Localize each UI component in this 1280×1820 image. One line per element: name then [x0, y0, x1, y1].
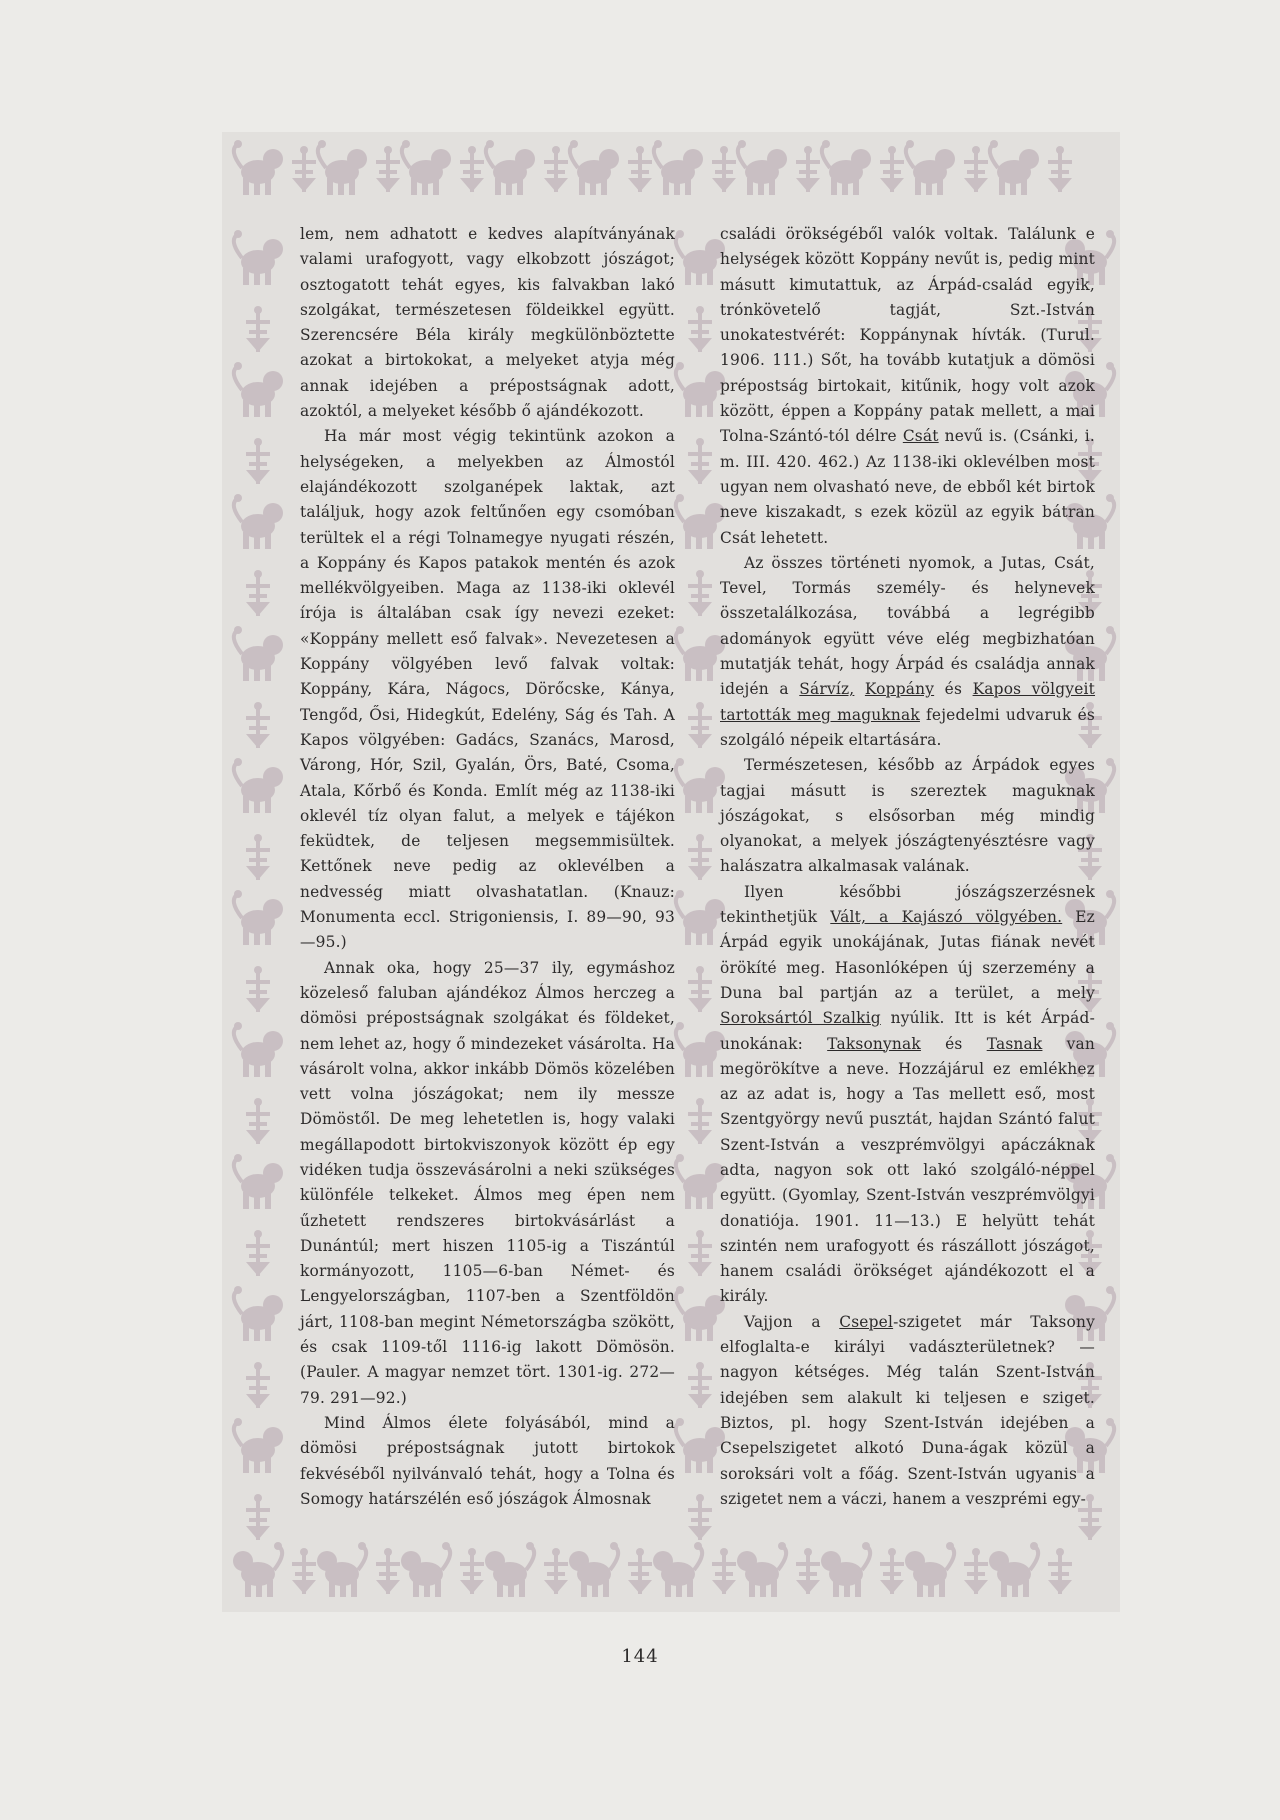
tree-emblem-icon — [964, 1548, 988, 1594]
tree-emblem-icon — [246, 438, 270, 484]
left-paragraph-2: Ha már most végig tekintünk azokon a helységeken, a melyekben az Álmostól elajándékozott szolganépek laktak, azt találjuk, hogy azok feltűnően egy csomóban terültek el a régi Tolnamegye nyugati részén, a Koppány és Kapos patakok mentén és azok mellékvölgyeiben. Maga az 1138-iki oklevél írója is általában csak így nevezi ezeket: «Koppány mellett eső falvak». Nevezetesen a Koppány völgyében levő falvak voltak: Koppány, Kára, Nágocs, Dörőcske, Kánya, Tengőd, Ősi, Hidegkút, Edelény, Ság és Tah. A Kapos völgyében: Gadács, Szanács, Marosd, Várong, Hór, Szil, Gyalán, Örs, Baté, Csoma, Atala, Kőrbő és Konda. Említ még az 1138-iki oklevél tíz olyan falut, a melyek e tájékon feküdtek, de teljesen megsemmisültek. Kettőnek neve pedig az oklevélben a nedvesség miatt olvashatatlan. (Knauz: Monumenta eccl. Strigoniensis, I. 89—90, 93—95.) — [300, 427, 675, 952]
tree-emblem-icon — [246, 834, 270, 880]
tree-emblem-icon — [246, 966, 270, 1012]
lion-icon — [402, 140, 451, 195]
right-paragraph-4: Ilyen későbbi jószágszerzésnek tekinthetjük Vált, a Kajászó völgyében. Ez Árpád egyik unokájának, Jutas fiának nevét örökíté meg. Hasonlóképen új szerzemény a Duna bal partján az a terület, a mely Soroksártól Szalkig nyúlik. Itt is két Árpád-unokának: Taksonynak és Tasnak van megörökítve a neve. Hozzájárul ez emlékhez az az adat is, hogy a Tas mellett eső, most Szentgyörgy nevű pusztát, hajdan Szántó falut Szent-István a veszprémvölgyi apáczáknak adta, nagyon sok ott lakó szolgáló-néppel együtt. (Gyomlay, Szent-István veszprémvölgyi donatiója. 1901. 11—13.) E helyütt tehát szintén nem urafogyott és rászállott jószágot, hanem családi örökséget ajándékozott el a király. — [720, 882, 1096, 1306]
underlined-place-name: Soroksártól Szalkig — [720, 1009, 881, 1028]
tree-emblem-icon — [246, 1494, 270, 1540]
underlined-name: Taksonynak — [827, 1034, 921, 1053]
lion-icon — [318, 140, 367, 195]
lion-icon — [234, 626, 283, 681]
underlined-phrase: Kapos völgyeit tartották meg maguknak — [720, 680, 1096, 724]
lion-icon — [569, 1542, 618, 1597]
tree-emblem-icon — [246, 702, 270, 748]
lion-icon — [234, 230, 283, 285]
lion-icon — [821, 1542, 870, 1597]
tree-emblem-icon — [246, 1230, 270, 1276]
right-paragraph-1: családi örökségéből valók voltak. Találunk e helységek között Koppány nevűt is, pedig mint másutt kimutattuk, az Árpád-család egyik, trónkövetelő tagját, Szt.-István unokatestvérét: Koppánynak hívták. (Turul. 1906. 111.) Sőt, ha tovább kutatjuk a dömösi prépostság birtokait, kitűnik, hogy volt azok között, éppen a Koppány patak mellett, a mai Tolna-Szántó-tól délre Csát nevű is. (Csánki, i. m. III. 420. 462.) Az 1138-iki oklevélben most ugyan nem olvasható neve, de ebből két birtok neve kiszakadt, s ezek közül az egyik bátran Csát lehetett. — [720, 225, 1095, 547]
tree-emblem-icon — [964, 146, 988, 192]
tree-emblem-icon — [1048, 1548, 1072, 1594]
tree-emblem-icon — [712, 1548, 736, 1594]
text-area — [292, 222, 1098, 1540]
tree-emblem-icon — [544, 1548, 568, 1594]
tree-emblem-icon — [246, 1098, 270, 1144]
lion-icon — [233, 1542, 282, 1597]
lion-icon — [653, 1542, 702, 1597]
tree-emblem-icon — [796, 1548, 820, 1594]
tree-emblem-icon — [292, 1548, 316, 1594]
tree-emblem-icon — [246, 570, 270, 616]
right-paragraph-5: Vajjon a Csepel-szigetet már Taksony elfoglalta-e királyi vadászterületnek? — nagyon kétséges. Még talán Szent-István idejében sem alakult ki teljesen e sziget. Biztos, pl. hogy Szent-István idejében a Csepelszigetet alkotó Duna-ágak közül a soroksári volt a főág. Szent-István ugyanis a szigetet nem a váczi, hanem a veszprémi egy- — [720, 1312, 1095, 1508]
tree-emblem-icon — [544, 146, 568, 192]
right-paragraph-3: Természetesen, később az Árpádok egyes tagjai másutt is szereztek maguknak jószágokat, s elsősorban még mindig olyanokat, a melyek jószágtenyésztésre vagy halászatra alkalmasak valának. — [720, 756, 1095, 876]
left-column — [300, 222, 675, 1512]
tree-emblem-icon — [880, 1548, 904, 1594]
lion-icon — [234, 1022, 283, 1077]
underlined-place-name: Sárvíz, — [799, 680, 855, 699]
lion-icon — [486, 140, 535, 195]
lion-icon — [905, 1542, 954, 1597]
tree-emblem-icon — [880, 146, 904, 192]
left-paragraph-4: Mind Álmos élete folyásából, mind a dömösi prépostságnak jutott birtokok fekvéséből nyilvánvaló tehát, hogy a Tolna és Somogy határszélén eső jószágok Álmosnak — [300, 1413, 675, 1508]
lion-icon — [234, 1286, 283, 1341]
underlined-place-name: Csát — [902, 427, 939, 446]
underlined-place-name: Csepel — [839, 1312, 894, 1331]
underlined-place-name: Vált, a Kajászó völgyében. — [830, 908, 1063, 927]
underlined-name: Tasnak — [986, 1034, 1043, 1053]
tree-emblem-icon — [628, 1548, 652, 1594]
lion-icon — [738, 140, 787, 195]
page-number: 144 — [621, 1646, 659, 1667]
tree-emblem-icon — [460, 1548, 484, 1594]
lion-icon — [234, 1154, 283, 1209]
lion-icon — [234, 362, 283, 417]
tree-emblem-icon — [376, 146, 400, 192]
lion-icon — [990, 140, 1039, 195]
tree-emblem-icon — [712, 146, 736, 192]
tree-emblem-icon — [796, 146, 820, 192]
tree-emblem-icon — [376, 1548, 400, 1594]
tree-emblem-icon — [1048, 146, 1072, 192]
right-column — [720, 222, 1095, 1512]
lion-icon — [989, 1542, 1038, 1597]
lion-icon — [234, 890, 283, 945]
right-paragraph-2: Az összes történeti nyomok, a Jutas, Csát, Tevel, Tormás személy- és helynevek összetalálkozása, továbbá a legrégibb adományok együtt véve elég megbizhatóan mutatják tehát, hogy Árpád és családja annak idején a Sárvíz, Koppány és Kapos völgyeit tartották meg maguknak fejedelmi udvaruk és szolgáló népeik eltartására. — [720, 553, 1096, 749]
lion-icon — [822, 140, 871, 195]
lion-icon — [737, 1542, 786, 1597]
lion-icon — [234, 758, 283, 813]
left-paragraph-1: lem, nem adhatott e kedves alapítványának valami urafogyott, vagy elkobzott jószágot; osztogatott tehát egyes, kis falvakban lakó szolgákat, természetesen földeikkel együtt. Szerencsére Béla király megkülönböztette azokat a birtokokat, a melyeket atyja még annak idejében a prépostságnak adott, azoktól, a melyeket később ő ajándékozott. — [300, 225, 675, 421]
underlined-place-name: Koppány — [864, 680, 935, 699]
lion-icon — [401, 1542, 450, 1597]
lion-icon — [906, 140, 955, 195]
tree-emblem-icon — [460, 146, 484, 192]
tree-emblem-icon — [628, 146, 652, 192]
lion-icon — [317, 1542, 366, 1597]
lion-icon — [234, 140, 283, 195]
lion-icon — [234, 1418, 283, 1473]
lion-icon — [485, 1542, 534, 1597]
lion-icon — [654, 140, 703, 195]
lion-icon — [570, 140, 619, 195]
left-paragraph-3: Annak oka, hogy 25—37 ily, egymáshoz közeleső faluban ajándékoz Álmos herczeg a dömösi prépostságnak szolgákat és földeket, nem lehet az, hogy ő mindezeket vásárolta. Ha vásárolt volna, akkor inkább Dömös közelében vett volna jószágokat; nem ily messze Dömöstől. De meg lehetetlen is, hogy valaki megállapodott birtokviszonyok között ép egy vidéken tudja összevásárolni a neki szükséges különféle telkeket. Álmos meg épen nem űzhetett rendszeres birtokvásárlást a Dunántúl; mert hiszen 1105-ig a Tiszántúl kormányozott, 1105—6-ban Német- és Lengyelországban, 1107-ben a Szentföldön járt, 1108-ban megint Németországba szökött, és csak 1109-től 1116-ig lakott Dömösön. (Pauler. A magyar nemzet tört. 1301-ig. 272—79. 291—92.) — [300, 958, 675, 1407]
tree-emblem-icon — [246, 1362, 270, 1408]
lion-icon — [234, 494, 283, 549]
tree-emblem-icon — [292, 146, 316, 192]
tree-emblem-icon — [246, 306, 270, 352]
